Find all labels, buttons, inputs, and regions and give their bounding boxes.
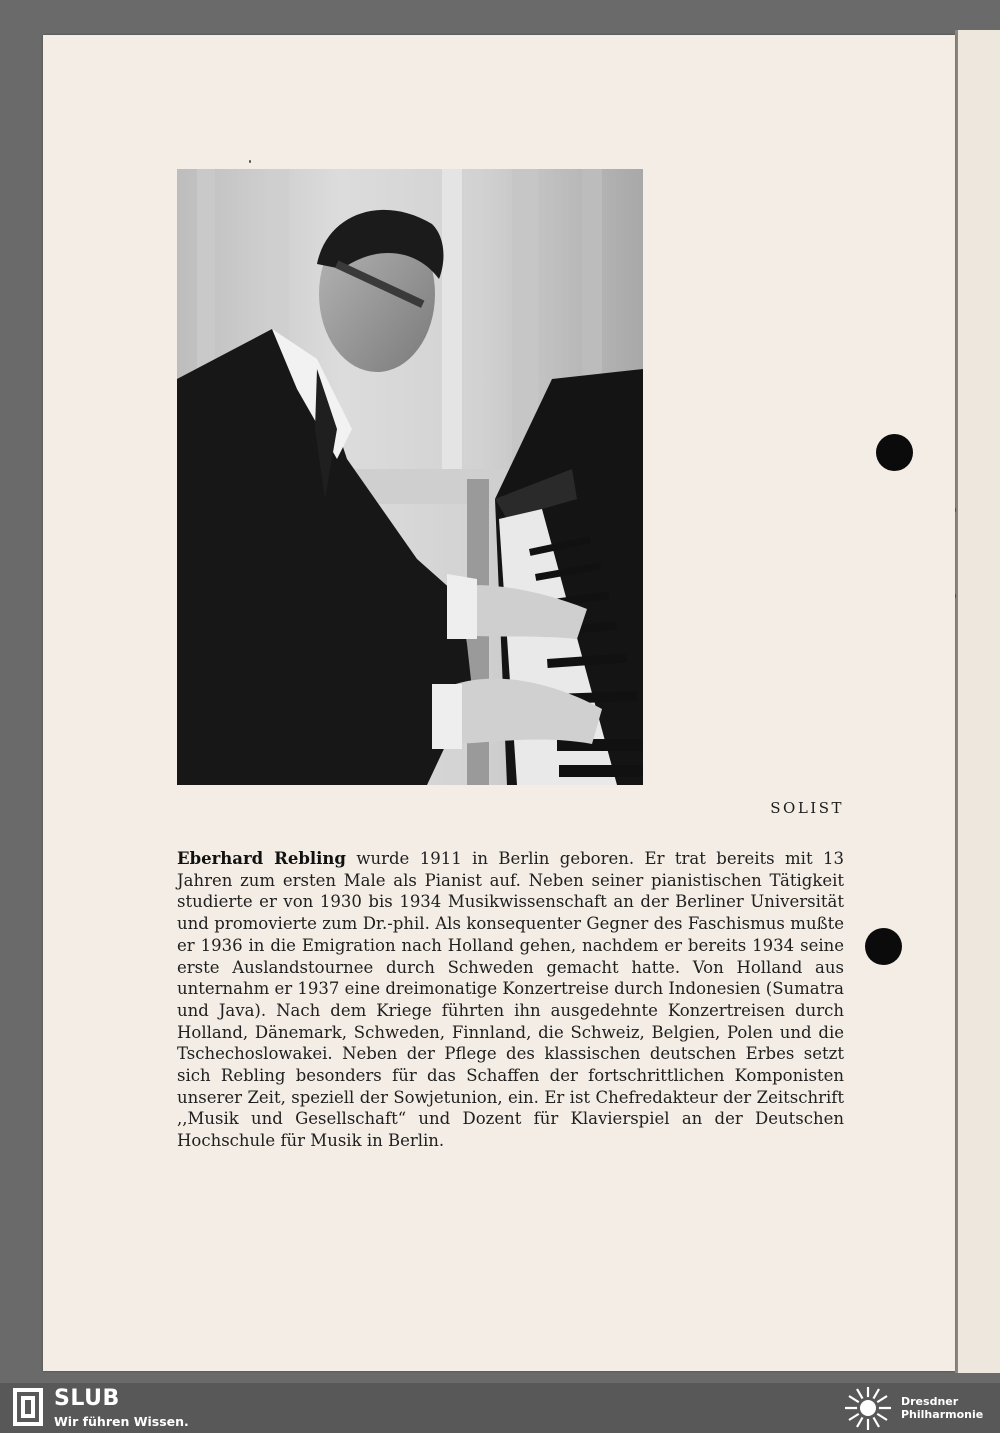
punch-hole (865, 928, 902, 965)
pianist-photo (177, 169, 643, 785)
adjacent-page-edge (955, 30, 1000, 1373)
partner-name-line2: Philharmonie (901, 1408, 984, 1421)
slub-logo-icon (13, 1388, 43, 1426)
partner-name-line1: Dresdner (901, 1395, 959, 1408)
slub-name: SLUB (54, 1386, 120, 1411)
soloist-name: Eberhard Rebling (177, 849, 346, 868)
dresdner-philharmonie-logo-icon (842, 1386, 894, 1431)
section-label: SOLIST (770, 799, 844, 817)
punch-hole (876, 434, 913, 471)
page-mark (249, 160, 251, 163)
partner-name (901, 1395, 983, 1421)
biography-paragraph (177, 848, 844, 1152)
biography-text: wurde 1911 in Berlin geboren. Er trat bereits mit 13 Jahren zum ersten Male als Pianist auf. Neben seiner pianistischen Tätigkeit studierte er von 1930 bis 1934 Musikwissenschaft an der Berliner Universität und promovierte zum Dr.-phil. Als konsequenter Gegner des Faschismus mußte er 1936 in die Emigration nach Holland gehen, nachdem er bereits 1934 seine erste Auslandstournee durch Schweden gemacht hatte. Von Holland aus unternahm er 1937 eine dreimonatige Konzertreise durch Indonesien (Sumatra und Java). Nach dem Kriege führten ihn ausgedehnte Konzertreisen durch Holland, Dänemark, Schweden, Finnland, die Schweiz, Belgien, Polen und die Tschechoslowakei. Neben der Pflege des klassischen deutschen Erbes setzt sich Rebling besonders für das Schaffen der fortschrittlichen Komponisten unserer Zeit, speziell der Sowjetunion, ein. Er ist Chefredakteur der Zeitschrift ,,Musik und Gesellschaft“ und Dozent für Klavierspiel an der Deutschen Hochschule für Musik in Berlin. (177, 849, 844, 1151)
slub-tagline: Wir führen Wissen. (54, 1414, 189, 1429)
